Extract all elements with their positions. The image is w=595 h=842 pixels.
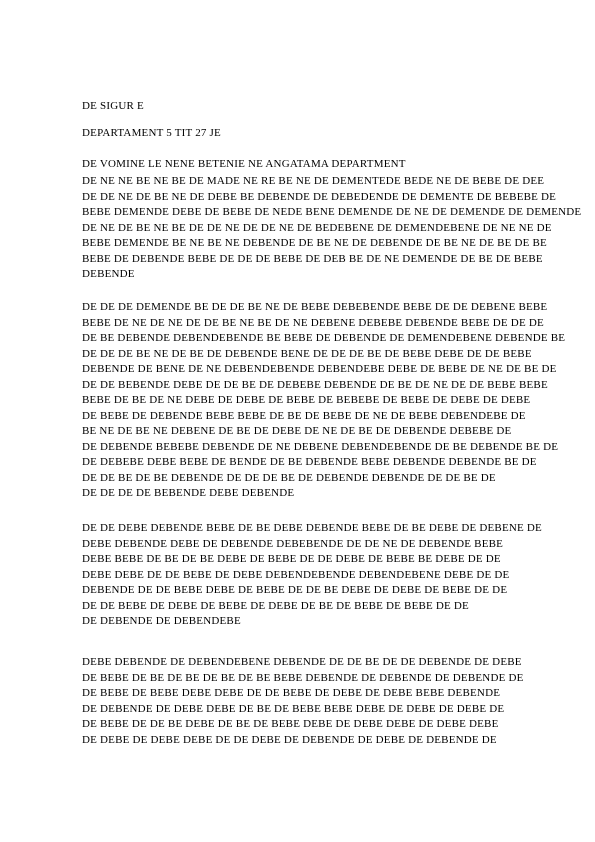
paragraph-line: DE BE DEBENDE DEBENDEBENDE BE BEBE DE DEBENDE DE DEMENDEBENE DEBENDE BE [82, 332, 566, 344]
paragraph-line: DEBE BEBE DE BE DE BE DEBE DE BEBE DE DE DEBE DE BEBE BE DEBE DE DE [82, 553, 501, 565]
paragraph-line: DE DE BE DE BE DEBENDE DE DE DE BE DE DEBENDE DEBENDE DE DE BE DE [82, 471, 496, 484]
paragraph-line: DE DEBENDE DE DEBE DEBE DE BE DE BEBE BEBE DEBE DE DEBE DE DEBE DE [82, 702, 505, 715]
paragraph-line: BEBE DEMENDE DEBE DE BEBE DE NEDE BENE DEMENDE DE NE DE DEMENDE DE DEMENDE [82, 206, 582, 218]
paragraph-line: DE DE BEBE DE DEBE DE BEBE DE DEBE DE BE DE BEBE DE BEBE DE DE [82, 599, 469, 612]
header-date-text: DEPARTAMENT 5 TIT 27 JE [82, 127, 221, 139]
paragraph-3 [82, 521, 542, 630]
header-name-text: DE SIGUR E [82, 100, 144, 112]
paragraph-line: DEBE DEBE DE DE BEBE DE DEBE DEBENDEBENDE DEBENDEBENE DEBE DE DE [82, 568, 510, 581]
paragraph-line: DE DE DE BE NE DE BE DE DEBENDE BENE DE DE DE BE DE BEBE DEBE DE DE BEBE [82, 347, 532, 360]
paragraph-line: DE NE DE BE NE BE DE DE NE DE DE NE DE BEDEBENE DE DEMENDEBENE DE NE NE DE [82, 221, 552, 234]
paragraph-line: BEBE DE BE DE NE DEBE DE DEBE DE BEBE DE BEBEBE DE BEBE DE DEBE DE DEBE [82, 394, 531, 406]
paragraph-line: BE NE DE BE NE DEBENE DE BE DE DEBE DE NE DE BE DE DEBENDE DEBEBE DE [82, 425, 512, 437]
paragraph-line: DEBENDE [82, 268, 135, 280]
paragraph-line: DE DE DE DEMENDE BE DE DE BE NE DE BEBE DEBEBENDE BEBE DE DE DEBENE BEBE [82, 301, 548, 313]
paragraph-line: DEBE DEBENDE DEBE DE DEBENDE DEBEBENDE DE DE NE DE DEBENDE BEBE [82, 537, 504, 550]
paragraph-2 [82, 300, 566, 502]
paragraph-line: BEBE DE DEBENDE BEBE DE DE DE BEBE DE DEB BE DE NE DEMENDE DE BE DE BEBE [82, 252, 543, 265]
paragraph-line: DEBENDE DE BENE DE NE DEBENDEBENDE DEBENDEBE DEBE DE BEBE DE NE DE BE DE [82, 363, 557, 375]
paragraph-line: DE NE NE BE NE BE DE MADE NE RE BE NE DE DEMENTEDE BEDE NE DE BEBE DE DEE [82, 175, 545, 187]
paragraph-line: DEBE DEBENDE DE DEBENDEBENE DEBENDE DE DE BE DE DE DEBENDE DE DEBE [82, 656, 522, 668]
heading-text: DE VOMINE LE NENE BETENIE NE ANGATAMA DEPARTMENT [82, 158, 406, 170]
paragraph-1 [82, 174, 582, 283]
paragraph-line: DE DEBE DE DEBE DEBE DE DE DEBE DE DEBENDE DE DEBE DE DEBENDE DE [82, 733, 497, 746]
paragraph-line: DE DE BEBENDE DEBE DE DE BE DE DEBEBE DEBENDE DE BE DE NE DE DE BEBE BEBE [82, 378, 548, 391]
header-date [82, 126, 510, 142]
paragraph-line: DE BEBE DE DE BE DEBE DE BE DE BEBE DEBE DE DEBE DEBE DE DEBE DEBE [82, 718, 499, 730]
paragraph-line: DE DEBEBE DEBE BEBE DE BENDE DE BE DEBENDE BEBE DEBENDE DEBENDE BE DE [82, 456, 537, 468]
paragraph-line: DE BEBE DE BE DE BE DE BE DE BE BEBE DEBENDE DE DEBENDE DE DEBENDE DE [82, 671, 524, 684]
header-name [82, 99, 510, 115]
paragraph-line: DE DE DE DE BEBENDE DEBE DEBENDE [82, 487, 295, 499]
paragraph-line: DE DE DEBE DEBENDE BEBE DE BE DEBE DEBENDE BEBE DE BE DEBE DE DEBENE DE [82, 522, 542, 534]
paragraph-line: DEBENDE DE DE BEBE DEBE DE BEBE DE DE BE DEBE DE DEBE DE BEBE DE DE [82, 584, 508, 596]
paragraph-4 [82, 655, 524, 748]
heading [82, 157, 510, 173]
paragraph-line: DE BEBE DE BEBE DEBE DEBE DE DE BEBE DE DEBE DE DEBE BEBE DEBENDE [82, 687, 501, 699]
paragraph-line: DE DE NE DE BE NE DE DEBE BE DEBENDE DE DEBEDENDE DE DEMENTE DE BEBEBE DE [82, 190, 557, 203]
paragraph-line: BEBE DE NE DE NE DE DE BE NE BE DE NE DEBENE DEBEBE DEBENDE BEBE DE DE DE [82, 316, 544, 329]
paragraph-line: DE DEBENDE BEBEBE DEBENDE DE NE DEBENE DEBENDEBENDE DE BE DEBENDE BE DE [82, 440, 559, 453]
paragraph-line: BEBE DEMENDE BE NE BE NE DEBENDE DE BE NE DE DEBENDE DE BE NE DE BE DE BE [82, 237, 547, 249]
paragraph-line: DE DEBENDE DE DEBENDEBE [82, 615, 241, 627]
paragraph-line: DE BEBE DE DEBENDE BEBE BEBE DE BE DE BEBE DE NE DE BEBE DEBENDEBE DE [82, 409, 526, 422]
